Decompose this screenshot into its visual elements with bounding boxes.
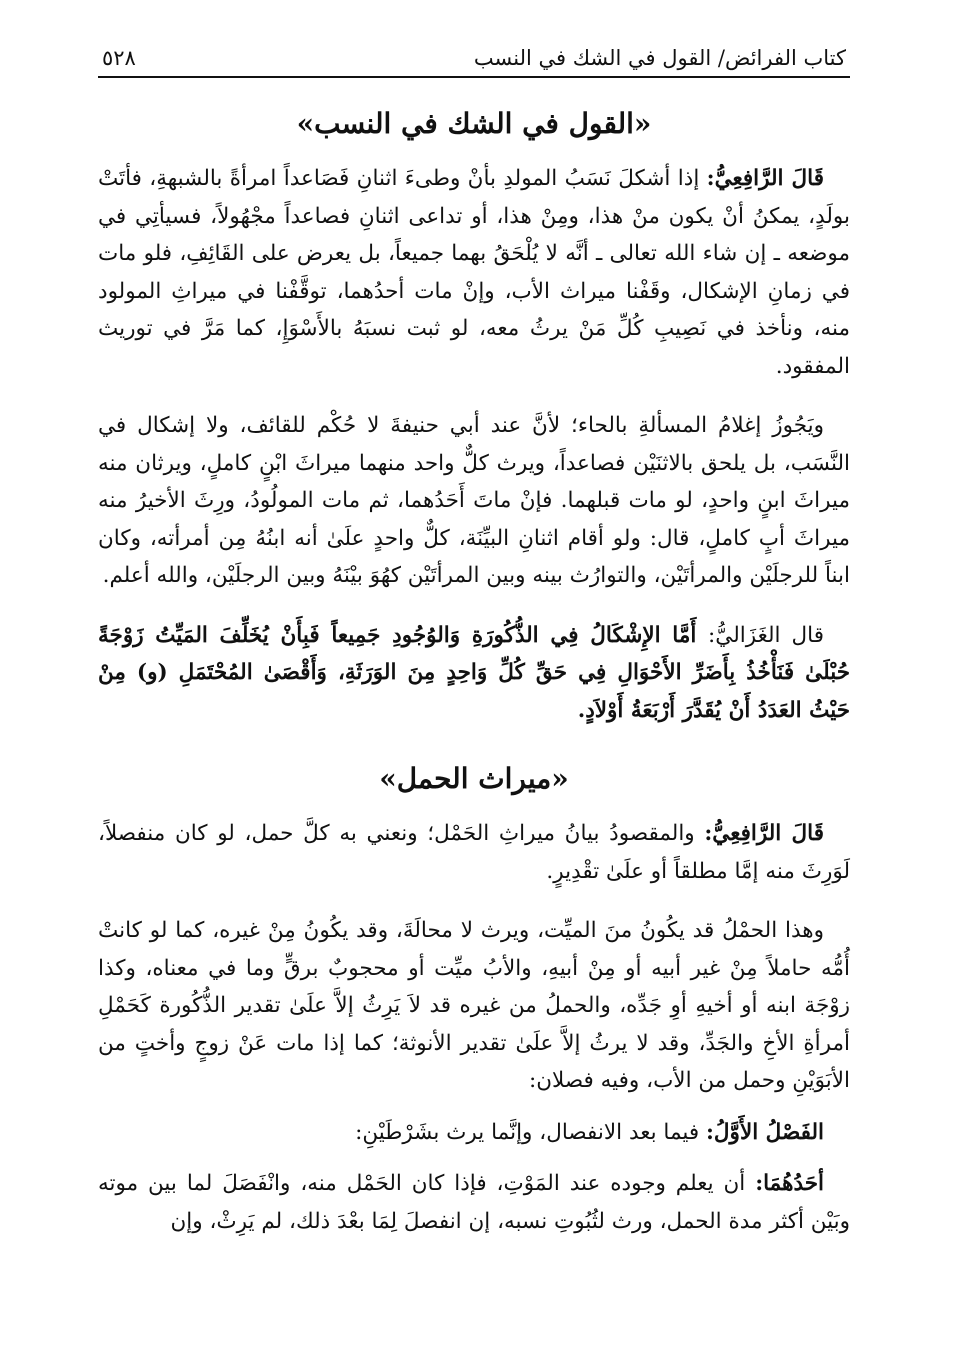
header-divider [98, 76, 850, 78]
paragraph-first-condition [98, 1165, 850, 1240]
running-title: كتاب الفرائض/ القول في الشك في النسب [473, 46, 846, 70]
running-header [98, 30, 850, 76]
paragraph-fetus-cases [98, 912, 850, 1100]
paragraph-ghazali [98, 617, 850, 730]
section-heading-doubt-in-lineage: «القول في الشك في النسب» [296, 107, 652, 140]
speaker-label: قَالَ الرَّافِعِيُّ: [704, 821, 824, 846]
paragraph-text: وهذا الحمْلُ قد يكُونُ منَ الميِّت، ويرث لا محالَةَ، وقد يكُونُ مِنْ غيره، كما لو كانتْ أُمُّه حاملاً مِنْ غير أبيه أو مِنْ أبيهِ، والأبُ ميِّت أو محجوبٌ برقٍّ وما في معناه، وكذا زوْجَة ابنه أو أخيهِ أوِ جَدِّه، والحملُ من غيره قد لاَ يَرِثُ إلاَّ علَىٰ تقدير الذُّكُورة كَحَمْلِ أمرأةِ الأخِ والجَدِّ، وقد لا يرثُ إلاَّ علَىٰ تقدير الأنوثة؛ كما إذا مات عَنْ زوجٍ وأختٍ من الأبَوَيْنِ وحمل من الأب، وفيه فصلان: [98, 918, 850, 1093]
speaker-label: قَالَ الرَّافِعِيُّ: [706, 166, 824, 191]
speaker-label: أحَدُهُمَا: [755, 1171, 824, 1196]
page-number: ٥٢٨ [102, 46, 136, 70]
paragraph-first-chapter [98, 1114, 850, 1152]
paragraph-text: فيما بعد الانفصال، وإنَّما يرث بشَرْطَيْنِ: [355, 1119, 706, 1145]
section-heading-inheritance-of-fetus: «ميراث الحمل» [379, 762, 569, 795]
paragraph-abu-hanifa [98, 407, 850, 595]
paragraph-text: ويَجُوزُ إغلامُ المسألةِ بالحاء؛ لأنَّ عند أبي حنيفةَ لا حُكْم للقائف، ولا إشكال في النَّسَب، بل يلحق بالاثنَيْن فصاعداً، ويرث كلٌّ واحد منهما ميراثَ ابْنٍ كاملٍ، ويرثان منه ميراثَ ابنٍ واحدٍ، لو مات قبلهما. فإنْ ماتَ أَحَدُهما، ثم مات المولُودُ، ورِثَ الأخيرُ منه ميراثَ أبٍ كاملٍ، قال: ولو أقام اثنانِ البيِّنَة، كلٌّ واحدٍ علَىٰ أنه ابنُهُ مِن أمرأته، وكان ابناً للرجلَيْن والمرأتَيْن، والتوارُث بينه وبين المرأتَيْن كهُوَ بيْنَهُ وبين الرجلَيْن، والله أعلم. [98, 413, 850, 588]
paragraph-text: إذا أشكلَ نَسَبُ المولدِ بأنْ وطىءَ اثنانِ فَصَاعداً امرأةً بالشبهةِ، فأتَتْ بولَدٍ، يمكنُ أنْ يكون منْ هذا، ومِنْ هذا، أو تداعى اثنانِ فصاعداً مجْهُولاً، فسيأتِي في موضعه ـ إن شاء الله تعالى ـ أنَّه لا يُلْحَقُ بهما جميعاً، بل يعرض على القَائِفِ، فلو مات في زمانِ الإشكال، وقَفْنا ميراث الأب، وإنْ مات أحدُهما، توقَّفْنا في ميراثِ المولود منه، ونأخذ في نَصِيبِ كُلِّ مَنْ يرثُ معه، لو ثبت نسبَهُ بالأَسْوَإِ، كما مَرَّ في توريث المفقود. [98, 166, 850, 379]
paragraph-text: أن يعلم وجوده عند المَوْتِ، فإذا كان الحَمْل منه، وانْفَصَلَ لما بين موته وبَيْن أكثر مدة الحمل، ورث لثُبُوتِ نسبه، إن انفصلَ لِمَا بعْدَ ذلك، لم يَرِثْ، وإن [98, 1171, 850, 1234]
paragraph-text: والمقصودُ بيانُ ميراثِ الحَمْل؛ ونعني به كلَّ حمل، لو كان منفصلاً، لَوَرِثَ منه إمَّا مطلقاً أو علَىٰ تقْدِيرٍ. [98, 821, 850, 884]
paragraph-rafii-1 [98, 160, 850, 385]
paragraph-rafii-2 [98, 815, 850, 890]
book-page [98, 30, 850, 1262]
speaker-label: قال الغَزَاليُّ: [708, 622, 825, 648]
speaker-label: الفَصْلُ الأَوَّلُ: [706, 1119, 824, 1145]
paragraph-text: أَمَّا الإِشْكَالُ فِي الذُّكُورَةِ وَالوُجُودِ جَمِيعاً فَبِأَنْ يُخَلِّفَ المَيِّتُ زَوْجَةً حُبْلَىٰ فَنَأْخُذُ بِأَضَرِّ الأَحْوَالِ فِي حَقِّ كُلِّ وَاحِدٍ مِنَ الوَرَثَةِ، وَأَقْصَىٰ المُحْتَمَلِ (و) مِنْ حَيْثُ العَدَدُ أَنْ يُقَدَّرَ أَرْبَعَةُ أَوْلاَدٍ. [98, 622, 850, 723]
